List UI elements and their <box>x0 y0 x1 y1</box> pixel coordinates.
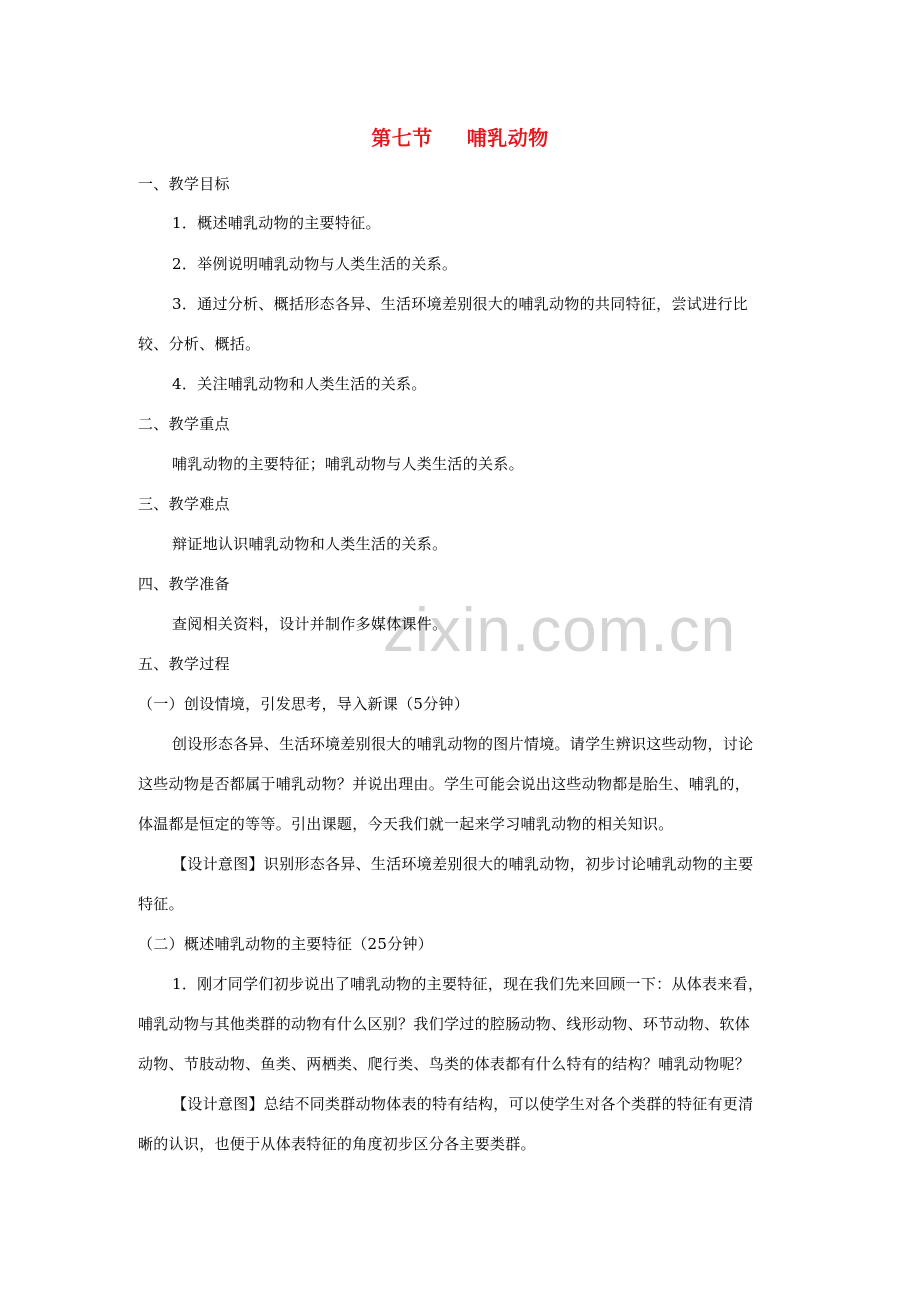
design-intent-line: 【设计意图】识别形态各异、生活环境差别很大的哺乳动物，初步讨论哺乳动物的主要 <box>172 855 754 873</box>
title-section-number: 第七节 <box>371 126 433 150</box>
section-heading-objectives: 一、教学目标 <box>138 175 230 193</box>
paragraph-line: 创设形态各异、生活环境差别很大的哺乳动物的图片情境。请学生辨识这些动物，讨论 <box>172 735 754 753</box>
section-heading-key-points: 二、教学重点 <box>138 415 230 433</box>
watermark: zixin.com.cn <box>383 596 737 665</box>
objective-2: 2．举例说明哺乳动物与人类生活的关系。 <box>172 255 458 273</box>
paragraph-line: 体温都是恒定的等等。引出课题，今天我们就一起来学习哺乳动物的相关知识。 <box>138 815 674 833</box>
paragraph-line: 动物、节肢动物、鱼类、两栖类、爬行类、鸟类的体表都有什么特有的结构？哺乳动物呢？ <box>138 1055 751 1073</box>
paragraph-line: 哺乳动物与其他类群的动物有什么区别？我们学过的腔肠动物、线形动物、环节动物、软体 <box>138 1015 751 1033</box>
objective-4: 4．关注哺乳动物和人类生活的关系。 <box>172 375 427 393</box>
preparation-text: 查阅相关资料，设计并制作多媒体课件。 <box>172 615 448 633</box>
design-intent-line: 晰的认识，也便于从体表特征的角度初步区分各主要类群。 <box>138 1135 536 1153</box>
difficulties-text: 辩证地认识哺乳动物和人类生活的关系。 <box>172 535 448 553</box>
design-intent-line: 特征。 <box>138 895 184 913</box>
objective-3: 3．通过分析、概括形态各异、生活环境差别很大的哺乳动物的共同特征，尝试进行比 <box>172 295 748 313</box>
objective-1: 1．概述哺乳动物的主要特征。 <box>172 214 381 232</box>
section-heading-difficulties: 三、教学难点 <box>138 495 230 513</box>
page-title <box>0 122 920 151</box>
objective-3-continued: 较、分析、概括。 <box>138 335 261 353</box>
paragraph-line: 这些动物是否都属于哺乳动物？并说出理由。学生可能会说出这些动物都是胎生、哺乳的， <box>138 775 751 793</box>
section-heading-preparation: 四、教学准备 <box>138 575 230 593</box>
subsection-heading-2: （二）概述哺乳动物的主要特征（25分钟） <box>138 935 434 953</box>
title-topic: 哺乳动物 <box>466 126 549 150</box>
subsection-heading-1: （一）创设情境，引发思考，导入新课（5分钟） <box>138 695 470 713</box>
key-points-text: 哺乳动物的主要特征；哺乳动物与人类生活的关系。 <box>172 455 524 473</box>
design-intent-line: 【设计意图】总结不同类群动物体表的特有结构，可以使学生对各个类群的特征有更清 <box>172 1095 754 1113</box>
section-heading-process: 五、教学过程 <box>138 655 230 673</box>
paragraph-line: 1．刚才同学们初步说出了哺乳动物的主要特征，现在我们先来回顾一下：从体表来看， <box>172 975 764 993</box>
